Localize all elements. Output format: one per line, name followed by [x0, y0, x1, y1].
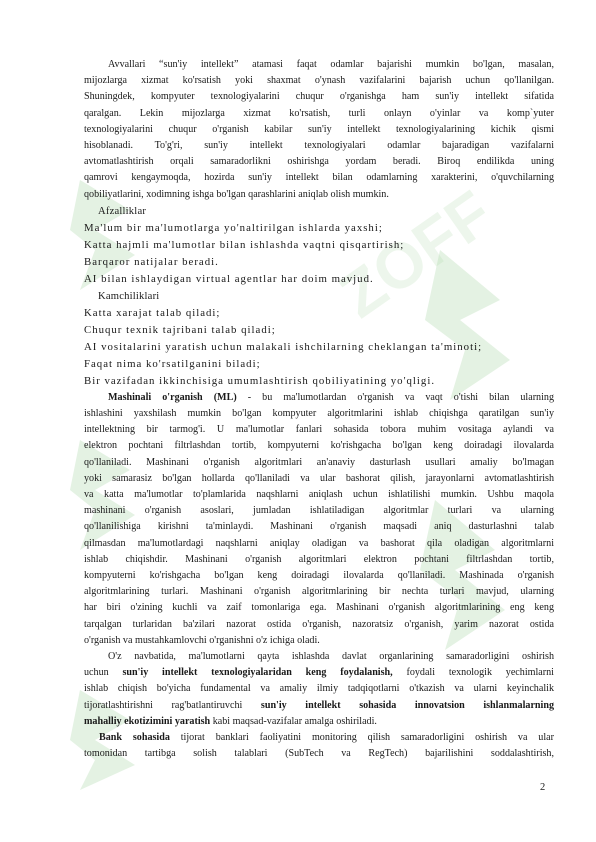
- list-item: AI vositalarini yaratish uchun malakali ishchilarning cheklangan ta'minoti;: [84, 340, 483, 353]
- ml-paragraph: [84, 390, 554, 649]
- text-line: O'z navbatida, ma'lumotlarni qayta ishlashda davlat organlarining samaradorligini oshirish: [108, 651, 554, 663]
- text-line: ishlab chiqishdir. Mashinani o'rganish algoritmlari elektron pochtani filtrlashdan tortib,: [84, 553, 554, 565]
- text-line: avtomatlashtirish orqali samaradorlikni oshirishga yordam beradi. Biroq endilikda uning: [84, 156, 554, 168]
- text-line: qaralgan. Lekin mijozlarga xizmat ko'rsatish, turli onlayn o'yinlar va komp`yuter: [84, 107, 554, 119]
- list-item: Barqaror natijalar beradi.: [84, 255, 219, 268]
- text-line: Avvallari “sun'iy intellekt” atamasi faqat odamlar bajarishi mumkin bo'lgan, masalan,: [108, 59, 554, 70]
- document-body: [84, 57, 554, 763]
- text-line: algoritmlarining turlari. Mashinani o'rganish algoritmlarining bir nechta turlari mavjud, ularning: [84, 586, 554, 598]
- text-line: Shuningdek, kompyuter texnologiyalarini chuqur o'rganishga ham sun'iy intellekt sifatida: [84, 91, 554, 103]
- text-line: elektron pochtani filtrlashdan tortib, kompyuterni ko'rishgacha bo'lgan keng doiradagi ilovalarda: [84, 440, 554, 452]
- list-item: Bir vazifadan ikkinchisiga umumlashtirish qobiliyatining yo'qligi.: [84, 374, 436, 387]
- list-item: Katta hajmli ma'lumotlar bilan ishlashda vaqtni qisqartirish;: [84, 238, 405, 251]
- text-line: va katta ma'lumotlar to'plamlarida naqshlarni aniqlash uchun ishlatilishi mumkin. Ushbu maqola: [84, 489, 554, 501]
- text-line: [84, 665, 554, 681]
- text-fragment: uchun: [84, 667, 123, 679]
- text-line: [84, 698, 554, 714]
- bold-phrase: sun'iy intellekt texnologiyalaridan keng foydalanish,: [122, 667, 393, 679]
- disadvantages-heading: Kamchiliklari: [98, 290, 160, 302]
- list-item: Ma'lum bir ma'lumotlarga yo'naltirilgan ishlarda yaxshi;: [84, 221, 383, 234]
- text-line: kompyuterni ko'rishgacha bo'lgan keng doiradagi ilovalarda qo'llaniladi. Mashinada o'rganish: [84, 570, 554, 582]
- text-line: tarqalgan turlaridan ba'zilari nazorat ostida o'rganish, nazoratsiz o'rganish, yarim nazorat ostida: [84, 618, 554, 630]
- bank-paragraph: [84, 730, 554, 762]
- text-fragment: - bu ma'lumotlardan o'rganish va vaqt o'tishi bilan ularning: [236, 391, 554, 403]
- list-item: Faqat nima ko'rsatilganini biladi;: [84, 357, 261, 370]
- text-line: qamrovi kengaymoqda, hozirda sun'iy intellekt bilan odamlarning xarakterini, o'quvchilarning: [84, 172, 554, 184]
- text-line: intellektning bir tarmog'i. U ma'lumotlar fanlari sohasida tobora muhim vositaga aylandi va: [84, 424, 554, 436]
- text-line: [84, 390, 554, 406]
- text-line: qilmasdan ma'lumotlardagi naqshlarni aniqlay oladigan va bashorat qila oladigan algoritmlarni: [84, 537, 554, 549]
- text-line: ishlab chiqish bo'yicha fundamental va amaliy ilmiy tadqiqotlarni o'tkazish va ularni keyinchalik: [84, 683, 554, 695]
- text-line: [84, 714, 554, 730]
- advantages-heading: Afzalliklar: [98, 205, 147, 217]
- text-line: texnologiyalarini chuqur o'rganish kabilar sun'iy intellekt texnologiyalarining kichik qismi: [84, 123, 554, 135]
- intro-paragraph: [84, 57, 554, 203]
- text-line: mijozlarga xizmat ko'rsatish yoki shaxmat o'ynash vazifalarini bajarish uchun qo'llanilgan.: [84, 75, 554, 87]
- strategy-paragraph: [84, 649, 554, 730]
- text-line: o'rganish va mustahkamlovchi o'rganishni o'z ichiga oladi.: [84, 634, 320, 646]
- text-line: qobiliyatlarini, xodimning ishga bo'lgan qarashlarini aniqlab olish mumkin.: [84, 188, 389, 200]
- ml-term: Mashinali o'rganish (ML): [108, 391, 237, 403]
- text-line: ishlashini yaxshilash mumkin bo'lgan kompyuter algoritmlarini ishlab chiqishga qaratilgan sun'iy: [84, 408, 554, 420]
- bold-phrase: sun'iy intellekt sohasida innovatsion ishlanmalarning: [260, 699, 555, 711]
- text-line: hisoblanadi. To'g'ri, sun'iy intellekt texnologiyalari odamlar bajaradigan vazifalarni: [84, 140, 554, 152]
- text-line: [84, 730, 554, 746]
- text-line: qo'llanilishiga kirishni ta'minlaydi. Mashinani o'rganish maqsadi aniq dasturlashni talab: [84, 521, 554, 533]
- text-line: tomonidan tartibga solish talablari (SubTech va RegTech) bajarilishini soddalashtirish,: [84, 748, 554, 760]
- text-line: qo'llaniladi. Mashinani o'rganish algoritmlari an'anaviy dasturlash usullari amaliy bo'lmagan: [84, 456, 554, 468]
- svg-text:ZOFF: ZOFF: [326, 176, 505, 332]
- list-item: Chuqur texnik tajribani talab qiladi;: [84, 323, 276, 336]
- text-fragment: kabi maqsad-vazifalar amalga oshiriladi.: [210, 715, 377, 727]
- bank-term: Bank sohasida: [99, 732, 170, 744]
- bold-phrase: mahalliy ekotizimini yaratish: [84, 715, 211, 727]
- text-fragment: tijorat banklari faoliyatini monitoring qilish samaradorligini oshirish va ular: [169, 732, 555, 744]
- list-item: Katta xarajat talab qiladi;: [84, 306, 221, 319]
- advantages-section: [84, 203, 554, 288]
- page-number: 2: [540, 782, 546, 793]
- text-line: yoki samarasiz bo'lgan hollarda qo'llaniladi va ular bashorat qilish, jarayonlarni avtomatlashtirish: [84, 472, 554, 484]
- text-fragment: foydali texnologik yechimlarni: [392, 667, 554, 679]
- text-fragment: tijoratlashtirishni rag'batlantiruvchi: [84, 699, 261, 711]
- text-line: har biri o'zining kuchli va zaif tomonlariga ega. Mashinani o'rganish algoritmlarining eng keng: [84, 602, 554, 614]
- list-item: AI bilan ishlaydigan virtual agentlar har doim mavjud.: [84, 272, 374, 285]
- disadvantages-section: [84, 288, 554, 390]
- text-line: mashinani o'rganish asoslari, jumladan ishlatiladigan algoritmlar turlari va ularning: [84, 505, 554, 517]
